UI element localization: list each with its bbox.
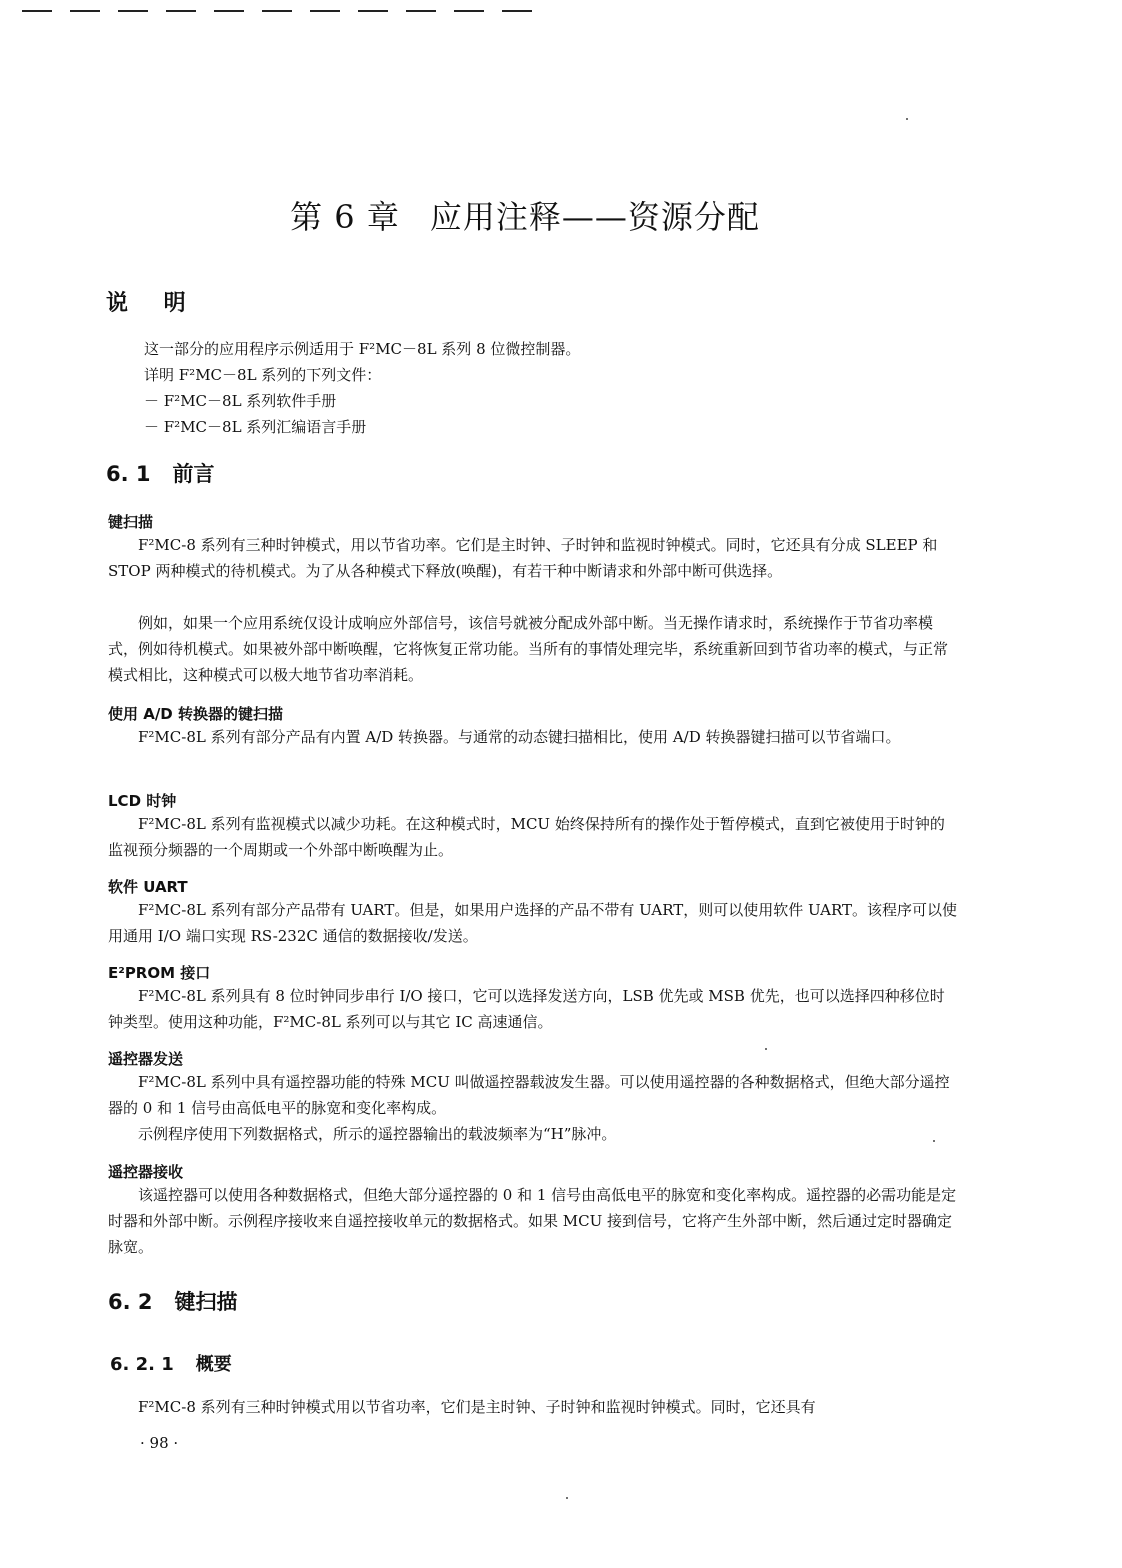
body-paragraph: F²MC-8L 系列中具有遥控器功能的特殊 MCU 叫做遥控器载波发生器。可以使用遥控器的各种数据格式，但绝大部分遥控器的 0 和 1 信号由高低电平的脉宽和变化率构成。: [108, 1073, 950, 1117]
subsection-heading: 使用 A/D 转换器的键扫描: [108, 705, 283, 723]
body-paragraph: 示例程序使用下列数据格式，所示的遥控器输出的载波频率为“H”脉冲。: [138, 1125, 617, 1143]
explanation-line: 详明 F²MC－8L 系列的下列文件：: [144, 366, 382, 384]
explanation-line: － F²MC－8L 系列软件手册: [144, 392, 337, 410]
body-paragraph: F²MC-8L 系列具有 8 位时钟同步串行 I/O 接口，它可以选择发送方向，LSB 优先或 MSB 优先，也可以选择四种移位时钟类型。使用这种功能，F²MC-8L 系列可以与其它 IC 高速通信。: [108, 987, 945, 1031]
body-paragraph: 该遥控器可以使用各种数据格式，但绝大部分遥控器的 0 和 1 信号由高低电平的脉宽和变化率构成。遥控器的必需功能是定时器和外部中断。示例程序接收来自遥控接收单元的数据格式。如果 MCU 接到信号，它将产生外部中断，然后通过定时器确定脉宽。: [108, 1186, 957, 1256]
subsection-heading: 键扫描: [108, 513, 154, 531]
scan-speck: [566, 1497, 568, 1499]
scan-speck: [933, 1140, 935, 1142]
section-number: 6. 1: [106, 462, 151, 486]
header-dash-rule: [22, 6, 542, 16]
body-paragraph: F²MC-8L 系列有部分产品带有 UART。但是，如果用户选择的产品不带有 UART，则可以使用软件 UART。该程序可以使用通用 I/O 端口实现 RS-232C 通信的数据接收/发送。: [108, 901, 958, 945]
chapter-title-text: 应用注释——资源分配: [429, 198, 760, 236]
explanation-line: － F²MC－8L 系列汇编语言手册: [144, 418, 367, 436]
subsection-heading: 遥控器接收: [108, 1163, 184, 1181]
scan-speck: [906, 118, 908, 120]
scan-speck: [765, 1048, 767, 1050]
section-title: 键扫描: [174, 1290, 238, 1314]
body-paragraph: 例如，如果一个应用系统仅设计成响应外部信号，该信号就被分配成外部中断。当无操作请求时，系统操作于节省功率模式，例如待机模式。如果被外部中断唤醒，它将恢复正常功能。当所有的事情处理完毕，系统重新回到节省功率的模式，与正常模式相比，这种模式可以极大地节省功率消耗。: [108, 614, 949, 684]
explanation-heading: 说 明: [106, 291, 200, 316]
body-paragraph: F²MC-8L 系列有部分产品有内置 A/D 转换器。与通常的动态键扫描相比，使用 A/D 转换器键扫描可以节省端口。: [138, 728, 901, 746]
section-6-2-1-heading: [110, 1350, 232, 1376]
subsection-heading: LCD 时钟: [108, 792, 177, 810]
body-paragraph: F²MC-8 系列有三种时钟模式，用以节省功率。它们是主时钟、子时钟和监视时钟模式。同时，它还具有分成 SLEEP 和 STOP 两种模式的待机模式。为了从各种模式下释放(唤醒)，有若干种中断请求和外部中断可供选择。: [108, 536, 938, 580]
section-title: 前言: [172, 462, 215, 486]
section-number: 6. 2: [108, 1290, 153, 1314]
subsection-title: 概要: [195, 1354, 232, 1375]
body-paragraph: F²MC-8L 系列有监视模式以减少功耗。在这种模式时，MCU 始终保持所有的操作处于暂停模式，直到它被使用于时钟的监视预分频器的一个周期或一个外部中断唤醒为止。: [108, 815, 945, 859]
body-paragraph: F²MC-8 系列有三种时钟模式用以节省功率，它们是主时钟、子时钟和监视时钟模式。同时，它还具有: [138, 1398, 816, 1416]
subsection-number: 6. 2. 1: [110, 1354, 174, 1375]
section-6-2-heading: [108, 1286, 238, 1316]
explanation-line: 这一部分的应用程序示例适用于 F²MC－8L 系列 8 位微控制器。: [144, 340, 581, 358]
chapter-number: 第 6 章: [290, 198, 400, 236]
subsection-heading: E²PROM 接口: [108, 964, 211, 982]
subsection-heading: 软件 UART: [108, 878, 188, 896]
chapter-title: [0, 192, 1050, 238]
section-6-1-heading: [106, 458, 215, 488]
page-number: · 98 ·: [140, 1434, 179, 1452]
subsection-heading: 遥控器发送: [108, 1050, 184, 1068]
